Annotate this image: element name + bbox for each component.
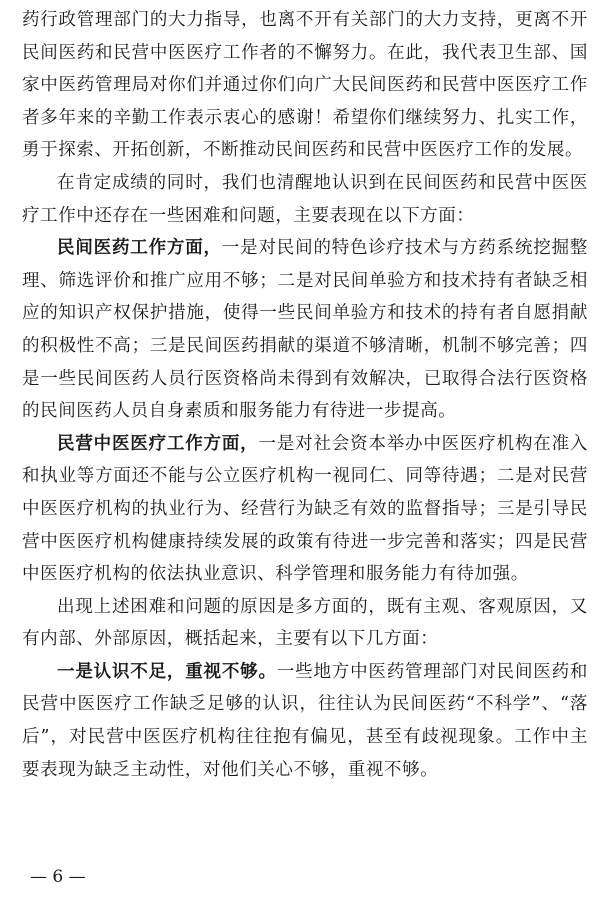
document-page	[22, 4, 588, 786]
paragraph-lead-heading: 民间医药工作方面，	[57, 238, 222, 259]
paragraph-text: 一是对社会资本举办中医医疗机构在准入和执业等方面还不能与公立医疗机构一视同仁、同等待遇；二是对民营中医医疗机构的执业行为、经营行为缺乏有效的监督指导；三是引导民营中医医疗机构健康持续发展的政策有待进一步完善和落实；四是民营中医医疗机构的依法执业意识、科学管理和服务能力有待加强。	[22, 433, 588, 585]
paragraph-lead-heading: 民营中医医疗工作方面，	[57, 433, 259, 454]
paragraph-text: 在肯定成绩的同时，我们也清醒地认识到在民间医药和民营中医医疗工作中还存在一些困难和问题，主要表现在以下方面：	[22, 172, 588, 226]
paragraph-text: 一些地方中医药管理部门对民间医药和民营中医医疗工作缺乏足够的认识，往往认为民间医药“不科学”、“落后”，对民营中医医疗机构往往抱有偏见，甚至有歧视现象。工作中主要表现为缺乏主动性，对他们关心不够，重视不够。	[22, 661, 588, 780]
paragraph-folk-medicine	[22, 232, 588, 428]
paragraph-causes-intro	[22, 591, 588, 656]
paragraph-continued	[22, 4, 588, 167]
paragraph-private-tcm	[22, 428, 588, 591]
paragraph-cause-one	[22, 656, 588, 786]
paragraph-lead-heading: 一是认识不足，重视不够。	[57, 661, 277, 682]
paragraph-text: 一是对民间的特色诊疗技术与方药系统挖掘整理、筛选评价和推广应用不够；二是对民间单验方和技术持有者缺乏相应的知识产权保护措施，使得一些民间单验方和技术的持有者自愿捐献的积极性不高；三是民间医药捐献的渠道不够清晰，机制不够完善；四是一些民间医药人员行医资格尚未得到有效解决，已取得合法行医资格的民间医药人员自身素质和服务能力有待进一步提高。	[22, 238, 588, 422]
page-number: — 6 —	[30, 867, 86, 887]
paragraph-problems-intro	[22, 167, 588, 232]
paragraph-text: 药行政管理部门的大力指导，也离不开有关部门的大力支持，更离不开民间医药和民营中医医疗工作者的不懈努力。在此，我代表卫生部、国家中医药管理局对你们并通过你们向广大民间医药和民营中医医疗工作者多年来的辛勤工作表示衷心的感谢！希望你们继续努力、扎实工作，勇于探索、开拓创新，不断推动民间医药和民营中医医疗工作的发展。	[22, 10, 588, 161]
paragraph-text: 出现上述困难和问题的原因是多方面的，既有主观、客观原因，又有内部、外部原因，概括起来，主要有以下几方面：	[22, 596, 588, 650]
